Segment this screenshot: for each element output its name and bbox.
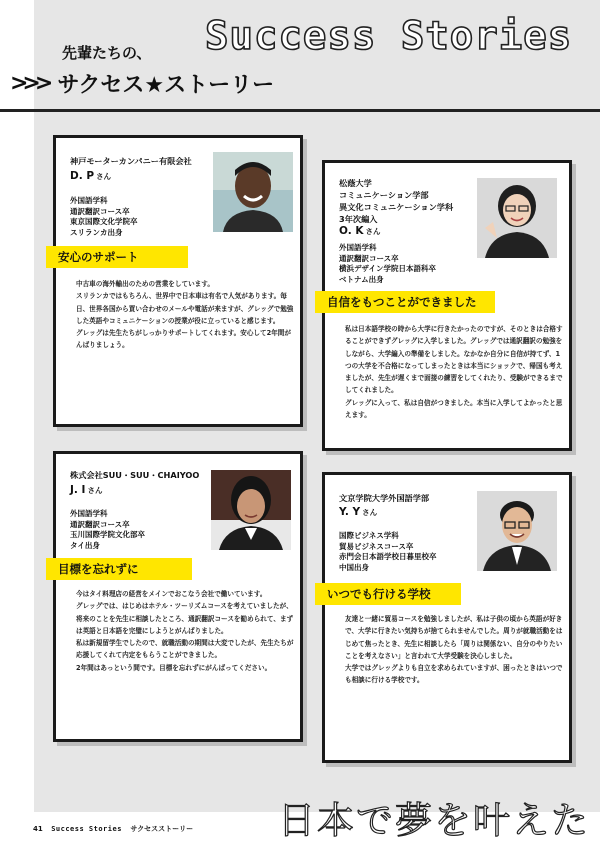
company-line: 異文化コミュニケーション学科 (339, 202, 454, 212)
person-name: Y. Y (339, 506, 361, 518)
detail-line: 玉川国際学院文化部卒 (70, 530, 145, 539)
detail-line: 通訳翻訳コース卒 (70, 206, 130, 216)
detail-line: 貿易ビジネスコース卒 (339, 541, 414, 551)
detail-line: 外国語学科 (70, 509, 108, 518)
card-company (70, 155, 192, 167)
person-name: J. I (70, 484, 86, 496)
story-card-4 (322, 472, 572, 763)
card-details (70, 509, 145, 551)
story-card-2 (322, 160, 572, 451)
card-body (345, 323, 563, 421)
body-paragraph: 大学ではグレッグよりも自立を求められていますが、困ったときはいつでも相談に行ける学校です。 (345, 664, 563, 685)
body-paragraph: 2年間はあっという間です。目標を忘れずにがんばってください。 (76, 663, 272, 672)
detail-line: タイ出身 (70, 540, 100, 550)
card-headline: 目標を忘れずに (46, 558, 192, 580)
honorific: さん (96, 172, 112, 181)
person-photo-icon (213, 152, 293, 232)
card-person-name (339, 225, 380, 237)
company-line: 3年次編入 (339, 214, 378, 224)
body-paragraph: グレッグでは、はじめはホテル・ツーリズムコースを考えていましたが、将来のことを先生に相談したところ、通訳翻訳コースを勧められて、まずは英語と日本語を完璧にしようとがんばりました。 (76, 602, 294, 635)
page-number: 41 (33, 825, 43, 833)
card-company (70, 469, 199, 481)
body-paragraph: 今はタイ料理店の経営をメインでおこなう会社で働いています。 (76, 590, 267, 598)
card-body (76, 588, 294, 674)
body-paragraph: グレッグは先生たちがしっかりサポートしてくれます。安心して2年間がんばりましょう。 (76, 329, 291, 350)
body-paragraph: 私は日本語学校の時から大学に行きたかったのですが、そのときは合格することができずグレッグに入学しました。グレッグでは通訳翻訳の勉強をしながら、大学編入の準備をしました。なかなか自分に自信が持てず、1つの大学を不合格になってしまったときは本当にショックで、帰国も考えましたが、先生が遅くまで面接の練習をしてくれたり、受験ができるまでしてくれました。 (345, 325, 563, 395)
person-name: D. P (70, 170, 95, 182)
detail-line: 東京国際文化学院卒 (70, 217, 138, 226)
header-divider (0, 109, 600, 112)
detail-line: 赤門会日本語学校日暮里校卒 (339, 552, 437, 561)
card-company (339, 177, 453, 225)
honorific: さん (365, 227, 381, 236)
person-photo-icon (477, 491, 557, 571)
header-subtitle: 先輩たちの、 (62, 44, 152, 62)
person-photo (477, 178, 557, 258)
detail-line: 中国出身 (339, 562, 369, 572)
story-card-3 (53, 451, 303, 742)
person-photo (211, 470, 291, 550)
footer-tagline: 日本で夢を叶えた (278, 799, 590, 842)
body-paragraph: 私は新規留学生でしたので、就職活動の期間は大変でしたが、先生たちが応援してくれて内定をもらうことができました。 (76, 639, 294, 660)
card-details (339, 243, 436, 285)
card-headline: 安心のサポート (46, 246, 188, 268)
body-paragraph: 友達と一緒に貿易コースを勉強しましたが、私は子供の頃から英語が好きで、大学に行きたい気持ちが捨てられませんでした。周りが就職活動をはじめて焦ったとき、先生に相談したら「周りは関係ない、自分のやりたいことを考えなさい」と言われて大学受験を決心しました。 (345, 615, 563, 660)
footer-page-info (33, 824, 199, 834)
card-details (70, 196, 138, 238)
company-line: コミュニケーション学部 (339, 190, 429, 200)
header-title-row (10, 68, 274, 99)
footer-section-en: Success Stories (51, 825, 122, 833)
detail-line: 横浜デザイン学院日本語科卒 (339, 264, 436, 273)
detail-line: 通訳翻訳コース卒 (339, 253, 399, 263)
detail-line: スリランカ出身 (70, 227, 123, 237)
person-photo (477, 491, 557, 571)
company-line: 文京学院大学外国語学部 (339, 493, 430, 503)
card-body (345, 613, 563, 687)
company-line: 神戸モーターカンパニー有限会社 (70, 156, 192, 166)
card-company (339, 492, 429, 504)
card-person-name (339, 506, 377, 518)
company-line: 松蔭大学 (339, 178, 372, 188)
left-margin (0, 0, 34, 848)
header-english-title: Success Stories (205, 14, 573, 59)
card-headline: 自信をもつことができました (315, 291, 495, 313)
footer-section-jp: サクセスストーリー (130, 825, 194, 833)
detail-line: 国際ビジネス学科 (339, 531, 399, 540)
chevron-right-icon: >>> (10, 71, 48, 96)
body-paragraph: 中古車の海外輸出のための営業をしています。 (76, 280, 214, 288)
card-headline: いつでも行ける学校 (315, 583, 461, 605)
person-photo (213, 152, 293, 232)
detail-line: ベトナム出身 (339, 274, 384, 284)
page-title: サクセス★ストーリー (57, 73, 275, 98)
honorific: さん (87, 486, 103, 495)
honorific: さん (362, 508, 378, 517)
person-name: O. K (339, 225, 364, 237)
detail-line: 外国語学科 (339, 243, 377, 252)
story-card-1 (53, 135, 303, 427)
card-person-name (70, 484, 102, 496)
body-paragraph: スリランカではもちろん、世界中で日本車は有名で人気があります。毎日、世界各国から買い合わせのメールや電話が来ますが、グレッグで勉強した英語やコミュニケーションの授業が役に立っていると感じます。 (76, 292, 294, 325)
detail-line: 外国語学科 (70, 196, 108, 205)
company-line: 株式会社SUU・SUU・CHAIYOO (70, 470, 200, 480)
person-photo-icon (211, 470, 291, 550)
person-photo-icon (477, 178, 557, 258)
body-paragraph: グレッグに入って、私は自信がつきました。本当に入学してよかったと思えます。 (345, 398, 563, 420)
card-body (76, 278, 294, 352)
card-person-name (70, 170, 111, 182)
card-details (339, 531, 437, 573)
detail-line: 通訳翻訳コース卒 (70, 519, 130, 529)
